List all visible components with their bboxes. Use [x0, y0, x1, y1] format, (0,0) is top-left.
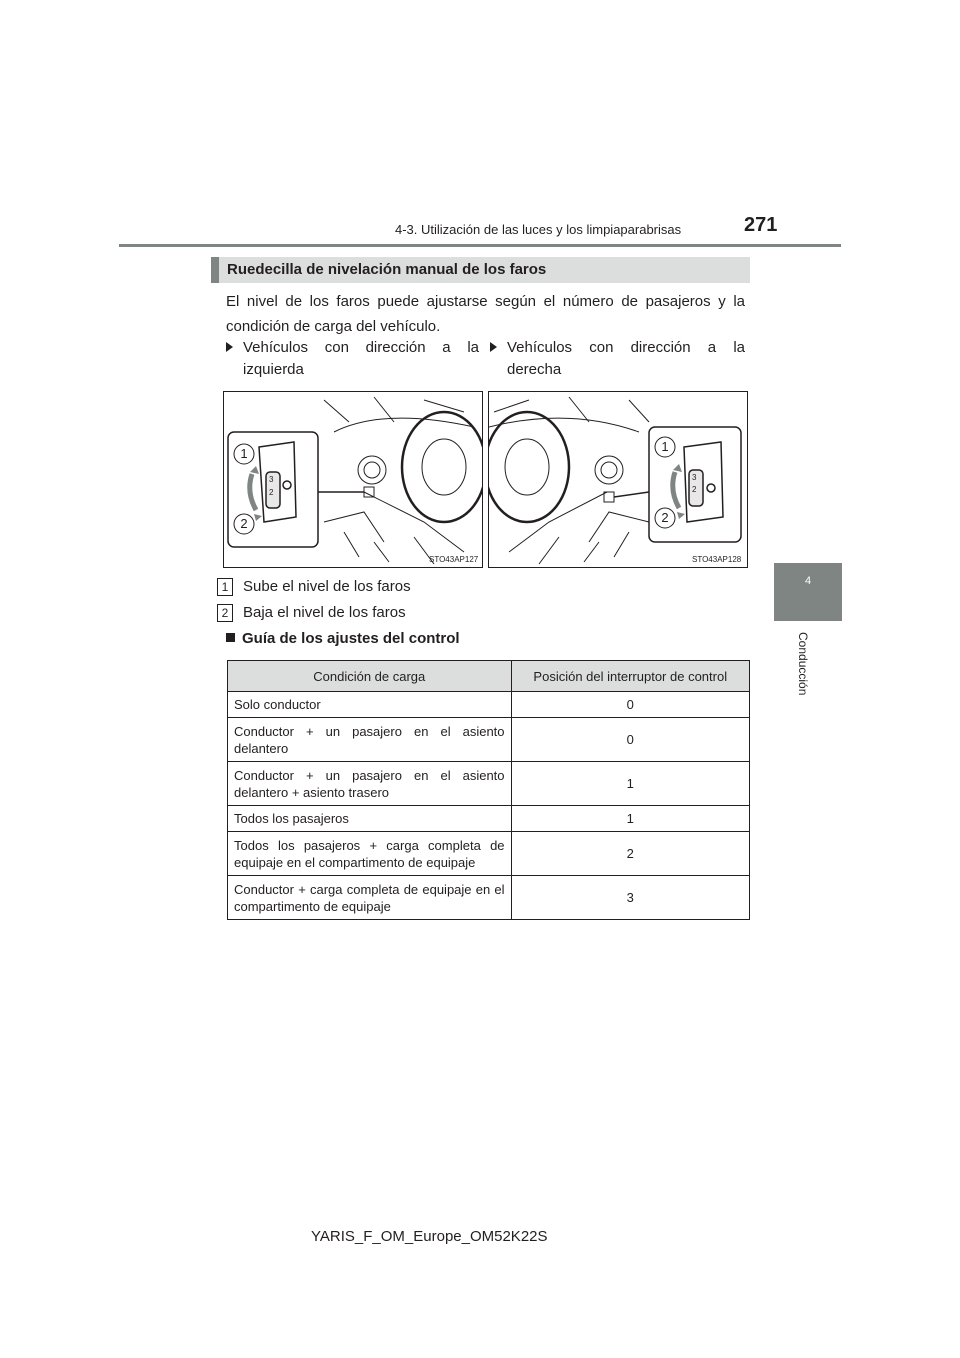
cell-condition: Conductor + carga completa de equipaje en el compartimento de equipaje — [228, 876, 512, 920]
cell-condition: Solo conductor — [228, 692, 512, 718]
svg-text:3: 3 — [269, 475, 274, 484]
intro-paragraph: El nivel de los faros puede ajustarse según el número de pasajeros y la condición de carga del vehículo. — [226, 293, 745, 335]
illustration-code: STO43AP128 — [692, 555, 742, 564]
legend-number: 1 — [217, 578, 233, 596]
callout-1-label: 1 — [240, 446, 248, 461]
variant-right-drive — [490, 337, 745, 381]
cell-condition: Conductor + un pasajero en el asiento delantero — [228, 718, 512, 762]
illustration-code: STO43AP127 — [429, 555, 479, 564]
cell-position: 0 — [511, 718, 749, 762]
column-header-condition: Condición de carga — [228, 661, 512, 692]
cell-condition: Todos los pasajeros + carga completa de equipaje en el compartimento de equipaje — [228, 832, 512, 876]
table-row — [228, 762, 750, 806]
variant-left-drive — [226, 337, 479, 381]
legend-text: Baja el nivel de los faros — [243, 604, 406, 621]
column-header-position: Posición del interruptor de control — [511, 661, 749, 692]
legend-item — [217, 604, 406, 622]
cell-condition: Todos los pasajeros — [228, 806, 512, 832]
chapter-tab — [774, 563, 842, 621]
header-rule — [119, 244, 841, 247]
cell-position: 1 — [511, 806, 749, 832]
variant-left-text: Vehículos con dirección a la izquierda — [243, 339, 479, 378]
table-header-row — [228, 661, 750, 692]
callout-1-label: 1 — [661, 439, 669, 454]
cell-position: 1 — [511, 762, 749, 806]
svg-text:2: 2 — [269, 488, 274, 497]
table-row — [228, 832, 750, 876]
table-row — [228, 806, 750, 832]
svg-text:3: 3 — [692, 473, 697, 482]
subheading — [226, 630, 460, 647]
chapter-tab-label: Conducción — [796, 632, 810, 696]
svg-text:2: 2 — [692, 485, 697, 494]
triangle-bullet-icon — [226, 342, 233, 352]
section-title: Ruedecilla de nivelación manual de los faros — [211, 257, 750, 283]
legend-number: 2 — [217, 604, 233, 622]
square-bullet-icon — [226, 633, 235, 642]
legend-item — [217, 578, 411, 596]
variant-right-text: Vehículos con dirección a la derecha — [507, 339, 745, 378]
table-row — [228, 692, 750, 718]
callout-2-label: 2 — [240, 516, 248, 531]
dashboard-right-drawing — [489, 392, 747, 567]
cell-condition: Conductor + un pasajero en el asiento delantero + asiento trasero — [228, 762, 512, 806]
legend-text: Sube el nivel de los faros — [243, 578, 411, 595]
page-number: 271 — [744, 214, 778, 236]
table-row — [228, 876, 750, 920]
triangle-bullet-icon — [490, 342, 497, 352]
cell-position: 0 — [511, 692, 749, 718]
callout-2-label: 2 — [661, 510, 669, 525]
illustration-right-drive — [488, 391, 748, 568]
subheading-text: Guía de los ajustes del control — [242, 630, 460, 647]
chapter-tab-number: 4 — [804, 575, 812, 587]
settings-guide-table — [227, 660, 750, 920]
cell-position: 3 — [511, 876, 749, 920]
dashboard-left-drawing — [224, 392, 482, 567]
illustration-left-drive — [223, 391, 483, 568]
cell-position: 2 — [511, 832, 749, 876]
header-section-title: 4-3. Utilización de las luces y los limpiaparabrisas — [395, 222, 682, 237]
table-row — [228, 718, 750, 762]
document-footer-code: YARIS_F_OM_Europe_OM52K22S — [311, 1228, 548, 1245]
